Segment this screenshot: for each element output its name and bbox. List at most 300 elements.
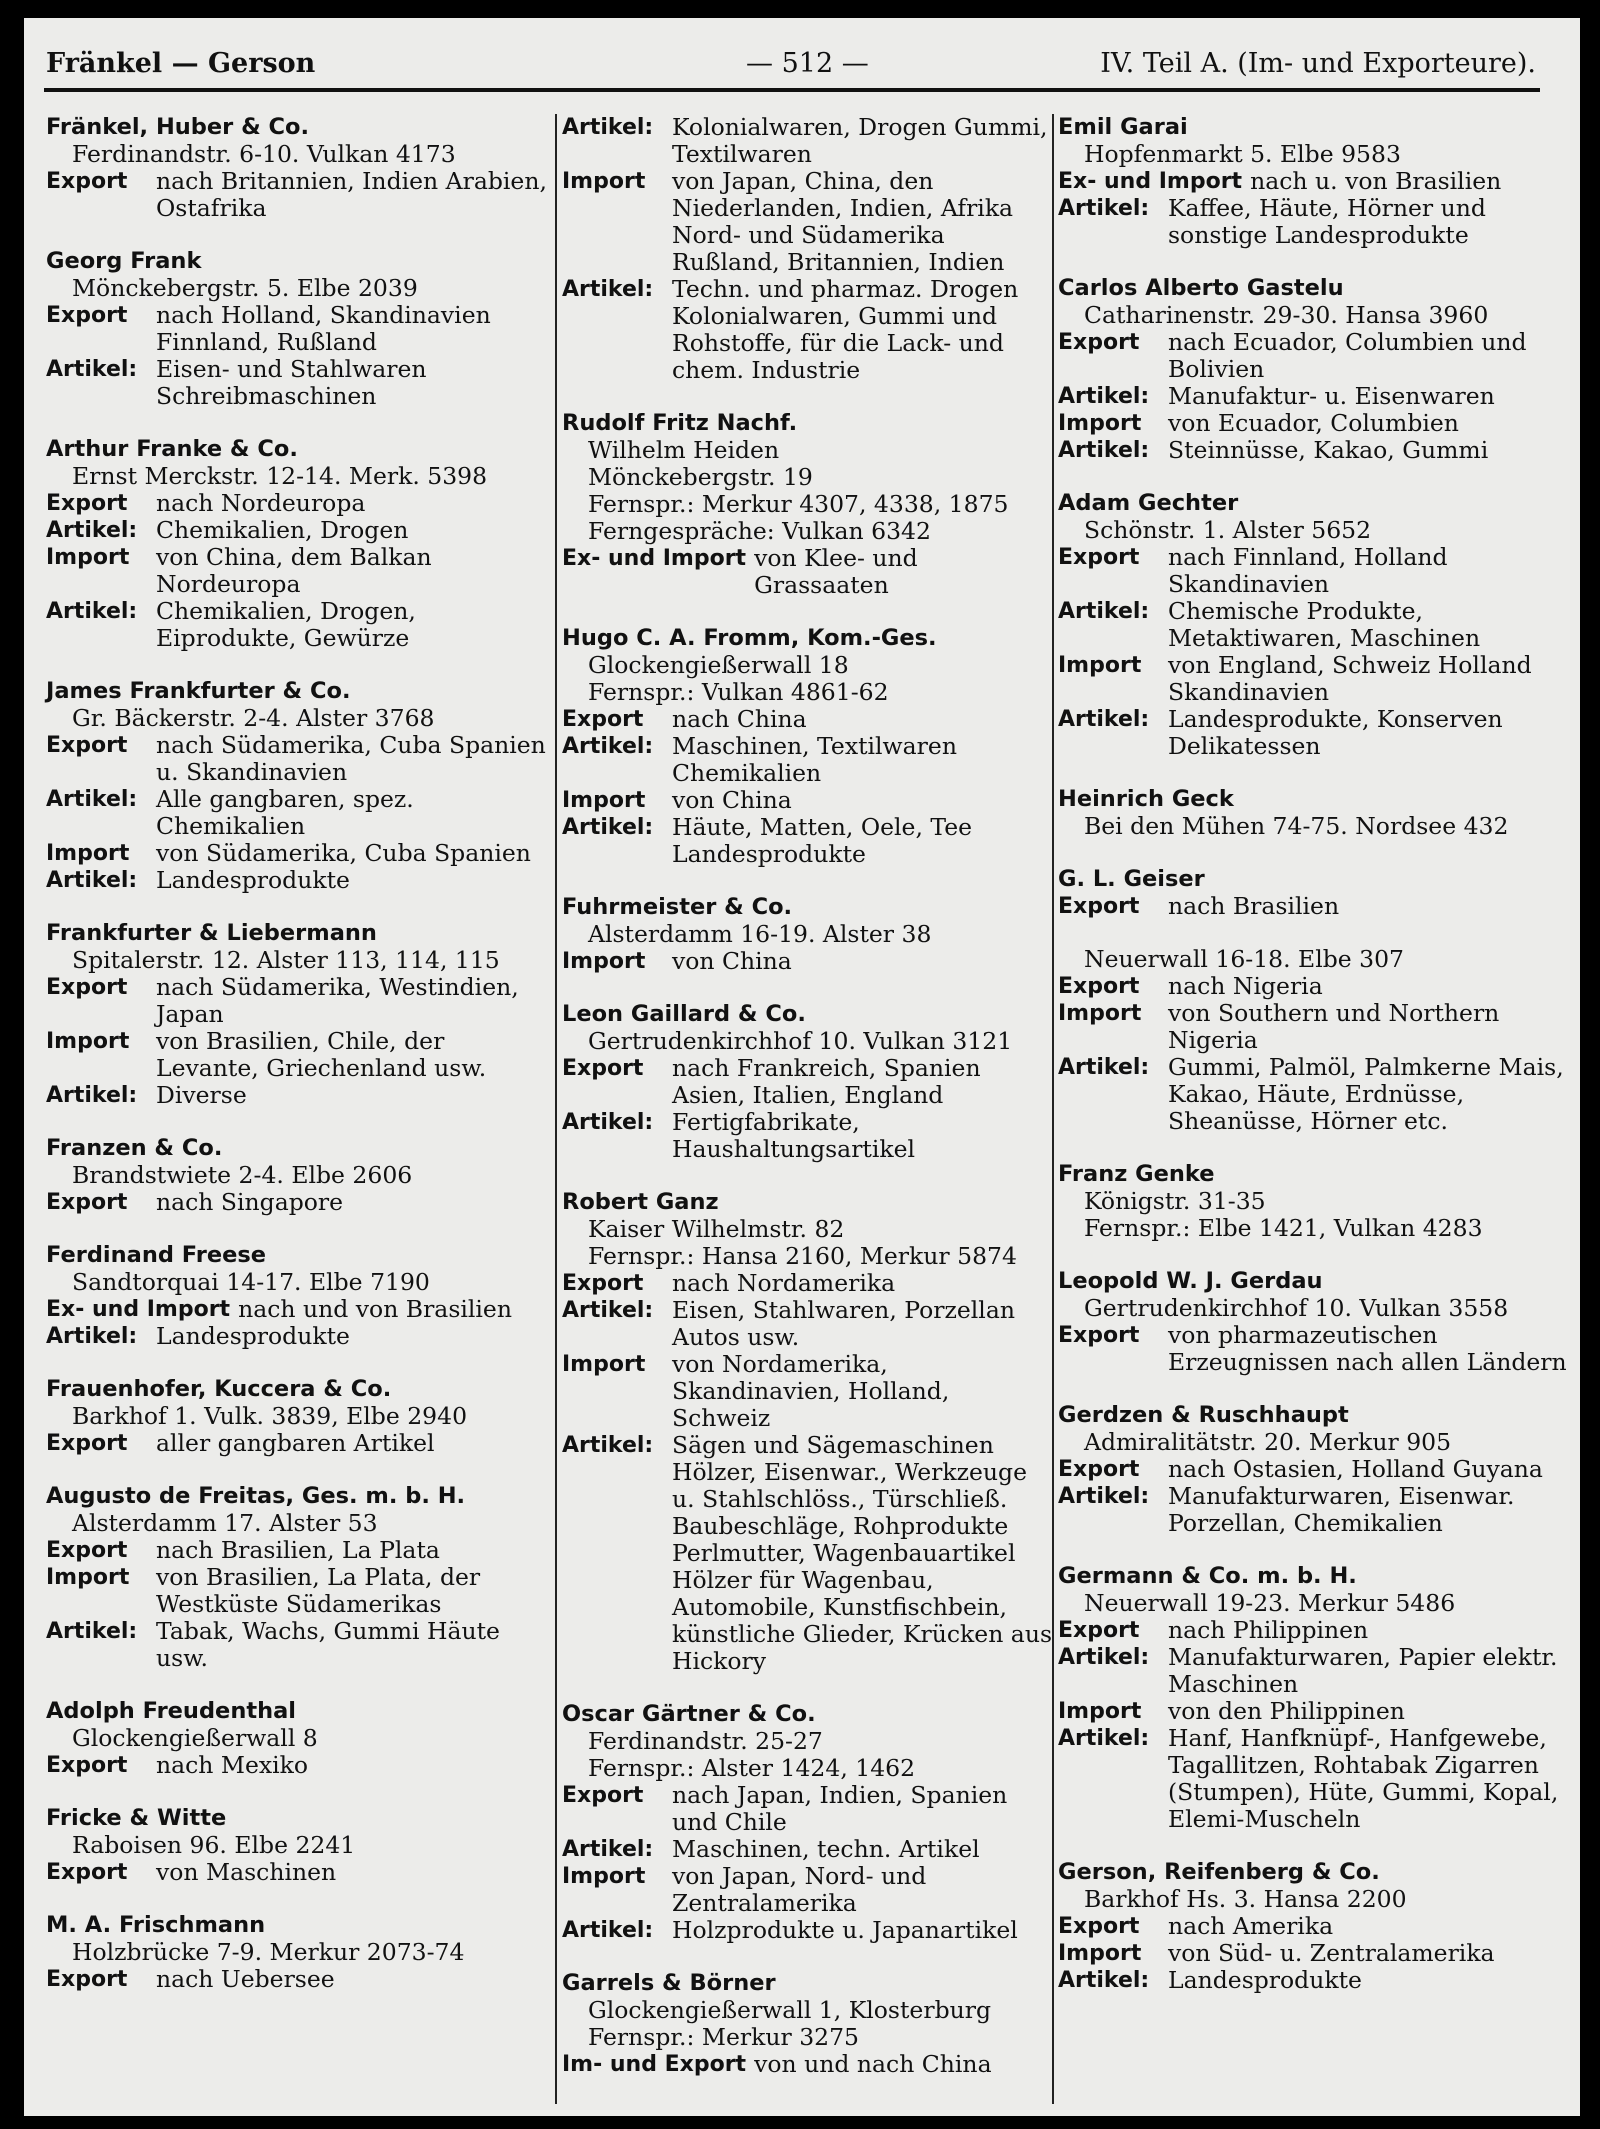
company-name: Heinrich Geck (1058, 786, 1234, 812)
trade-value: nach Finnland, Holland Skandinavien (1168, 543, 1448, 598)
trade-row (562, 1863, 1055, 1917)
trade-row (46, 1189, 551, 1216)
address-line: Holzbrücke 7-9. Merkur 2073-74 (72, 1938, 465, 1966)
trade-value: nach Holland, Skandinavien Finnland, Rußland (156, 301, 491, 356)
trade-row (562, 1109, 1055, 1163)
trade-label: Import (1058, 1001, 1142, 1026)
address-line: Brandstwiete 2-4. Elbe 2606 (72, 1161, 413, 1189)
trade-row (46, 302, 551, 356)
directory-entry (1058, 1859, 1568, 1994)
trade-row (562, 1836, 1055, 1863)
trade-row (1058, 544, 1568, 598)
trade-label: Artikel: (1058, 599, 1150, 624)
trade-value: Landesprodukte (156, 1322, 350, 1350)
directory-entry (1058, 1268, 1568, 1376)
trade-value: Chemikalien, Drogen (156, 516, 409, 544)
trade-row (1058, 329, 1568, 383)
address-line: Fernspr.: Elbe 1421, Vulkan 4283 (1084, 1214, 1483, 1242)
trade-row (562, 276, 1055, 384)
directory-entry (46, 436, 551, 652)
trade-value: Landesprodukte (156, 866, 350, 894)
trade-label: Export (1058, 330, 1140, 355)
directory-entry (562, 894, 1055, 975)
trade-label: Export (562, 1056, 644, 1081)
directory-entry (46, 920, 551, 1109)
trade-value: von Brasilien, Chile, der Levante, Griechenland usw. (156, 1027, 487, 1082)
address-line: Ferngespräche: Vulkan 6342 (588, 517, 931, 545)
trade-value: von den Philippinen (1168, 1697, 1405, 1725)
directory-entry (1058, 786, 1568, 840)
address-line: Mönckebergstr. 5. Elbe 2039 (72, 274, 418, 302)
trade-value: Kaffee, Häute, Hörner und sonstige Landesprodukte (1168, 194, 1486, 249)
address-line: Bei den Mühen 74-75. Nordsee 432 (1084, 812, 1509, 840)
company-name: Fuhrmeister & Co. (562, 894, 793, 920)
trade-value: aller gangbaren Artikel (156, 1429, 435, 1457)
trade-value: von China (672, 786, 792, 814)
trade-row (1058, 598, 1568, 652)
company-name: Franz Genke (1058, 1161, 1215, 1187)
trade-value: nach u. von Brasilien (1250, 167, 1502, 195)
trade-row (1058, 706, 1568, 760)
company-name: M. A. Frischmann (46, 1912, 266, 1938)
directory-entry (46, 1698, 551, 1779)
trade-value: von Japan, Nord- und Zentralamerika (672, 1862, 927, 1917)
trade-label: Import (46, 1565, 130, 1590)
trade-row (1058, 1725, 1568, 1833)
trade-label: Export (46, 1190, 128, 1215)
trade-label: Export (46, 733, 128, 758)
directory-entry (46, 114, 551, 222)
column-divider (1052, 114, 1054, 2104)
trade-value: Manufaktur- u. Eisenwaren (1168, 382, 1495, 410)
trade-label: Export (1058, 1323, 1140, 1348)
trade-label: Export (46, 1753, 128, 1778)
trade-row (562, 733, 1055, 787)
trade-row (562, 1917, 1055, 1944)
address-line: Fernspr.: Merkur 3275 (588, 2023, 859, 2051)
trade-row (1058, 1644, 1568, 1698)
company-name: Franzen & Co. (46, 1135, 223, 1161)
trade-value: nach Uebersee (156, 1965, 335, 1993)
trade-label: Import (46, 545, 130, 570)
address-line: Sandtorquai 14-17. Elbe 7190 (72, 1268, 430, 1296)
company-name: Garrels & Börner (562, 1970, 776, 1996)
trade-row (46, 1082, 551, 1109)
trade-value: Kolonialwaren, Drogen Gummi, Textilwaren (672, 113, 1048, 168)
trade-row (1058, 973, 1568, 1000)
address-line: Glockengießerwall 1, Klosterburg (588, 1996, 992, 2024)
address-line: Raboisen 96. Elbe 2241 (72, 1831, 356, 1859)
trade-label: Artikel: (1058, 438, 1150, 463)
address-line: Fernspr.: Merkur 4307, 4338, 1875 (588, 490, 1009, 518)
directory-entry (562, 1001, 1055, 1163)
company-name: Fränkel, Huber & Co. (46, 114, 310, 140)
trade-value: Tabak, Wachs, Gummi Häute usw. (156, 1617, 500, 1672)
trade-row (562, 1297, 1055, 1351)
directory-entry (562, 1701, 1055, 1944)
trade-label: Artikel: (46, 1083, 138, 1108)
trade-row (1058, 1967, 1568, 1994)
trade-row (46, 1430, 551, 1457)
trade-label: Import (1058, 1941, 1142, 1966)
address-line: Ferdinandstr. 25-27 (588, 1727, 823, 1755)
trade-value: Chemische Produkte, Metaktiwaren, Maschinen (1168, 597, 1481, 652)
address-line: Barkhof Hs. 3. Hansa 2200 (1084, 1885, 1407, 1913)
trade-row (1058, 168, 1568, 195)
trade-value: von Japan, China, den Niederlanden, Indien, Afrika Nord- und Südamerika Rußland, Britannien, Indien (672, 167, 1014, 276)
company-name: Arthur Franke & Co. (46, 436, 298, 462)
company-name: Gerson, Reifenberg & Co. (1058, 1859, 1380, 1885)
company-name: Frauenhofer, Kuccera & Co. (46, 1376, 392, 1402)
trade-row (562, 1351, 1055, 1432)
trade-label: Export (46, 169, 128, 194)
trade-row (46, 732, 551, 786)
address-line: Admiralitätstr. 20. Merkur 905 (1084, 1428, 1452, 1456)
trade-label: Import (562, 1352, 646, 1377)
trade-row (46, 490, 551, 517)
address-line: Fernspr.: Hansa 2160, Merkur 5874 (588, 1242, 1017, 1270)
address-line: Alsterdamm 16-19. Alster 38 (588, 920, 932, 948)
trade-label: Export (562, 1271, 644, 1296)
directory-entry (46, 1912, 551, 1993)
trade-row (562, 1432, 1055, 1675)
directory-entry (46, 1483, 551, 1672)
trade-label: Ex- und Import (1058, 169, 1243, 194)
trade-label: Import (562, 788, 646, 813)
trade-value: nach Südamerika, Cuba Spanien u. Skandinavien (156, 731, 546, 786)
trade-row (46, 1752, 551, 1779)
trade-row (1058, 652, 1568, 706)
trade-label: Ex- und Import (562, 546, 747, 571)
trade-label: Artikel: (562, 815, 654, 840)
trade-value: nach Mexiko (156, 1751, 309, 1779)
company-name: Ferdinand Freese (46, 1242, 266, 1268)
address-line: Neuerwall 16-18. Elbe 307 (1084, 945, 1405, 973)
address-line: Gertrudenkirchhof 10. Vulkan 3558 (1084, 1294, 1509, 1322)
directory-entry (1058, 866, 1568, 920)
address-line: Hopfenmarkt 5. Elbe 9583 (1084, 140, 1401, 168)
trade-row (46, 1966, 551, 1993)
trade-value: Alle gangbaren, spez. Chemikalien (156, 785, 414, 840)
trade-row (1058, 383, 1568, 410)
column-1 (46, 114, 551, 2019)
trade-value: von Klee- und Grassaaten (754, 544, 918, 599)
trade-label: Export (46, 491, 128, 516)
trade-label: Artikel: (46, 787, 138, 812)
trade-row (46, 786, 551, 840)
trade-value: nach China (672, 705, 807, 733)
trade-value: von China, dem Balkan Nordeuropa (156, 543, 432, 598)
trade-label: Artikel: (562, 1298, 654, 1323)
trade-value: nach Philippinen (1168, 1616, 1369, 1644)
address-line: Königstr. 31-35 (1084, 1187, 1266, 1215)
column-divider (555, 114, 557, 2104)
trade-row (1058, 1322, 1568, 1376)
trade-label: Artikel: (46, 1324, 138, 1349)
trade-label: Import (562, 949, 646, 974)
trade-value: Hanf, Hanfknüpf-, Hanfgewebe, Tagallitzen, Rohtabak Zigarren (Stumpen), Hüte, Gummi, Kopal, Elemi-Muscheln (1168, 1724, 1559, 1833)
trade-row (562, 545, 1055, 599)
trade-value: Fertigfabrikate, Haushaltungsartikel (672, 1108, 916, 1163)
trade-value: von pharmazeutischen Erzeugnissen nach allen Ländern (1168, 1321, 1567, 1376)
trade-label: Artikel: (1058, 1484, 1150, 1509)
address-line: Ferdinandstr. 6-10. Vulkan 4173 (72, 140, 456, 168)
trade-value: von China (672, 947, 792, 975)
trade-value: nach Ecuador, Columbien und Bolivien (1168, 328, 1527, 383)
trade-value: nach Nordamerika (672, 1269, 896, 1297)
header-rule (44, 88, 1540, 92)
trade-row (46, 544, 551, 598)
trade-row (46, 1323, 551, 1350)
directory-entry (46, 1135, 551, 1216)
trade-value: von Southern und Northern Nigeria (1168, 999, 1500, 1054)
trade-label: Export (46, 1860, 128, 1885)
trade-label: Export (1058, 1618, 1140, 1643)
trade-row (1058, 1698, 1568, 1725)
company-name: Frankfurter & Liebermann (46, 920, 377, 946)
trade-value: Chemikalien, Drogen, Eiprodukte, Gewürze (156, 597, 416, 652)
trade-label: Artikel: (562, 1918, 654, 1943)
trade-value: Holzprodukte u. Japanartikel (672, 1916, 1018, 1944)
company-name: Gerdzen & Ruschhaupt (1058, 1402, 1349, 1428)
trade-label: Artikel: (562, 1110, 654, 1135)
trade-value: von England, Schweiz Holland Skandinavien (1168, 651, 1532, 706)
company-name: Hugo C. A. Fromm, Kom.-Ges. (562, 625, 937, 651)
company-name: Adolph Freudenthal (46, 1698, 297, 1724)
trade-row (1058, 195, 1568, 249)
trade-label: Export (562, 707, 644, 732)
address-line: Neuerwall 19-23. Merkur 5486 (1084, 1589, 1456, 1617)
trade-label: Artikel: (46, 1619, 138, 1644)
trade-label: Import (562, 1864, 646, 1889)
trade-row (1058, 1000, 1568, 1054)
trade-value: Manufakturwaren, Papier elektr. Maschinen (1168, 1643, 1558, 1698)
trade-value: nach Brasilien, La Plata (156, 1536, 440, 1564)
company-name: Adam Gechter (1058, 490, 1239, 516)
address-line: Glockengießerwall 8 (72, 1724, 318, 1752)
trade-value: nach Ostasien, Holland Guyana (1168, 1455, 1543, 1483)
address-line: Schönstr. 1. Alster 5652 (1084, 516, 1372, 544)
trade-value: von Ecuador, Columbien (1168, 409, 1459, 437)
directory-entry (562, 1970, 1055, 2078)
directory-entry (562, 114, 1055, 384)
trade-row (562, 948, 1055, 975)
trade-value: Gummi, Palmöl, Palmkerne Mais, Kakao, Häute, Erdnüsse, Sheanüsse, Hörner etc. (1168, 1053, 1564, 1135)
directory-entry (1058, 114, 1568, 249)
trade-value: Landesprodukte (1168, 1966, 1362, 1994)
trade-row (1058, 1617, 1568, 1644)
trade-label: Export (1058, 1914, 1140, 1939)
trade-label: Export (46, 303, 128, 328)
directory-entry (46, 1242, 551, 1350)
trade-row (46, 356, 551, 410)
trade-row (562, 1055, 1055, 1109)
address-line: Fernspr.: Alster 1424, 1462 (588, 1754, 916, 1782)
trade-row (1058, 437, 1568, 464)
trade-row (46, 598, 551, 652)
directory-entry (1058, 275, 1568, 464)
directory-entry (46, 1376, 551, 1457)
company-name: Germann & Co. m. b. H. (1058, 1563, 1357, 1589)
company-name: James Frankfurter & Co. (46, 678, 351, 704)
address-line: Glockengießerwall 18 (588, 651, 849, 679)
trade-row (46, 1859, 551, 1886)
address-line: Gr. Bäckerstr. 2-4. Alster 3768 (72, 704, 435, 732)
trade-label: Artikel: (562, 277, 654, 302)
trade-label: Export (1058, 1457, 1140, 1482)
page-header (46, 44, 1536, 88)
trade-row (562, 787, 1055, 814)
trade-value: nach Nigeria (1168, 972, 1323, 1000)
trade-value: von Süd- u. Zentralamerika (1168, 1939, 1495, 1967)
directory-entry (46, 678, 551, 894)
address-line: Catharinenstr. 29-30. Hansa 3960 (1084, 301, 1489, 329)
trade-row (1058, 1913, 1568, 1940)
trade-value: Manufakturwaren, Eisenwar. Porzellan, Chemikalien (1168, 1482, 1515, 1537)
trade-value: von Maschinen (156, 1858, 337, 1886)
trade-label: Ex- und Import (46, 1297, 231, 1322)
address-line: Alsterdamm 17. Alster 53 (72, 1509, 378, 1537)
trade-row (1058, 1483, 1568, 1537)
address-line: Mönckebergstr. 19 (588, 463, 813, 491)
trade-row (46, 1537, 551, 1564)
trade-value: nach Nordeuropa (156, 489, 366, 517)
column-2 (562, 114, 1055, 2104)
trade-row (562, 814, 1055, 868)
trade-row (1058, 1054, 1568, 1135)
trade-label: Artikel: (562, 734, 654, 759)
trade-label: Export (562, 1783, 644, 1808)
trade-value: Diverse (156, 1081, 247, 1109)
trade-value: nach Amerika (1168, 1912, 1334, 1940)
company-name: Fricke & Witte (46, 1805, 227, 1831)
directory-entry (1058, 1563, 1568, 1833)
trade-row (46, 840, 551, 867)
trade-value: Maschinen, techn. Artikel (672, 1835, 980, 1863)
directory-entry (46, 1805, 551, 1886)
company-name: Robert Ganz (562, 1189, 719, 1215)
directory-entry (1058, 490, 1568, 760)
section-title: IV. Teil A. (Im- und Exporteure). (1100, 48, 1536, 79)
trade-label: Artikel: (46, 599, 138, 624)
trade-label: Export (1058, 545, 1140, 570)
trade-row (562, 706, 1055, 733)
trade-value: nach Japan, Indien, Spanien und Chile (672, 1781, 1008, 1836)
trade-row (1058, 893, 1568, 920)
directory-entry (1058, 1161, 1568, 1242)
trade-label: Artikel: (46, 868, 138, 893)
directory-page (24, 18, 1580, 2116)
address-line: Wilhelm Heiden (588, 436, 780, 464)
directory-entry (46, 248, 551, 410)
address-line: Ernst Merckstr. 12-14. Merk. 5398 (72, 462, 488, 490)
trade-label: Artikel: (1058, 1726, 1150, 1751)
trade-label: Artikel: (46, 357, 138, 382)
trade-value: nach Singapore (156, 1188, 344, 1216)
address-line: Barkhof 1. Vulk. 3839, Elbe 2940 (72, 1402, 468, 1430)
address-line: Spitalerstr. 12. Alster 113, 114, 115 (72, 946, 500, 974)
trade-value: Eisen- und Stahlwaren Schreibmaschinen (156, 355, 427, 410)
trade-value: nach Frankreich, Spanien Asien, Italien, England (672, 1054, 981, 1109)
trade-label: Artikel: (1058, 707, 1150, 732)
trade-label: Export (46, 1967, 128, 1992)
trade-value: Häute, Matten, Oele, Tee Landesprodukte (672, 813, 973, 868)
company-name: Carlos Alberto Gastelu (1058, 275, 1344, 301)
directory-entry (562, 1189, 1055, 1675)
trade-label: Artikel: (562, 1433, 654, 1458)
trade-label: Export (46, 1431, 128, 1456)
company-name: Leon Gaillard & Co. (562, 1001, 806, 1027)
trade-value: Techn. und pharmaz. Drogen Kolonialwaren, Gummi und Rohstoffe, für die Lack- und chem. Industrie (672, 275, 1019, 384)
trade-row (46, 517, 551, 544)
trade-row (46, 867, 551, 894)
trade-label: Artikel: (562, 115, 654, 140)
trade-value: nach Brasilien (1168, 892, 1340, 920)
trade-value: Maschinen, Textilwaren Chemikalien (672, 732, 957, 787)
trade-value: nach Britannien, Indien Arabien, Ostafrika (156, 167, 547, 222)
trade-value: Landesprodukte, Konserven Delikatessen (1168, 705, 1503, 760)
trade-label: Artikel: (562, 1837, 654, 1862)
company-name: Emil Garai (1058, 114, 1188, 140)
trade-label: Artikel: (1058, 1645, 1150, 1670)
trade-row (46, 1618, 551, 1672)
trade-row (562, 1782, 1055, 1836)
directory-entry (562, 625, 1055, 868)
company-name: Leopold W. J. Gerdau (1058, 1268, 1323, 1294)
trade-value: Sägen und Sägemaschinen Hölzer, Eisenwar., Werkzeuge u. Stahlschlöss., Türschließ. Baubeschläge, Rohprodukte Perlmutter, Wagenbauartikel Hölzer für Wagenbau, Automobile, Kunstfischbein, künstliche Glieder, Krücken aus Hickory (672, 1431, 1053, 1675)
trade-label: Import (46, 841, 130, 866)
address-line: Fernspr.: Vulkan 4861-62 (588, 678, 889, 706)
trade-row (562, 168, 1055, 276)
trade-label: Export (1058, 974, 1140, 999)
company-name: Oscar Gärtner & Co. (562, 1701, 816, 1727)
address-line: Kaiser Wilhelmstr. 82 (588, 1215, 845, 1243)
trade-label: Import (1058, 653, 1142, 678)
trade-value: von Nordamerika, Skandinavien, Holland, Schweiz (672, 1350, 950, 1432)
trade-row (46, 1296, 551, 1323)
directory-entry (1058, 1402, 1568, 1537)
trade-label: Im- und Export (562, 2052, 747, 2077)
trade-label: Artikel: (1058, 384, 1150, 409)
trade-value: von Brasilien, La Plata, der Westküste Südamerikas (156, 1563, 481, 1618)
trade-value: nach Südamerika, Westindien, Japan (156, 973, 519, 1028)
company-name: Rudolf Fritz Nachf. (562, 410, 798, 436)
trade-row (562, 1270, 1055, 1297)
trade-label: Artikel: (1058, 1968, 1150, 1993)
trade-label: Artikel: (1058, 196, 1150, 221)
column-3 (1058, 114, 1568, 2020)
trade-row (46, 1564, 551, 1618)
trade-row (562, 114, 1055, 168)
trade-row (46, 1028, 551, 1082)
trade-label: Artikel: (1058, 1055, 1150, 1080)
trade-label: Export (1058, 894, 1140, 919)
directory-entry (562, 410, 1055, 599)
trade-label: Import (1058, 411, 1142, 436)
trade-value: Eisen, Stahlwaren, Porzellan Autos usw. (672, 1296, 1015, 1351)
trade-label: Import (1058, 1699, 1142, 1724)
company-name: Augusto de Freitas, Ges. m. b. H. (46, 1483, 466, 1509)
trade-row (1058, 410, 1568, 437)
trade-value: nach und von Brasilien (238, 1295, 512, 1323)
page-number: — 512 — (746, 48, 869, 79)
trade-row (46, 168, 551, 222)
directory-entry (1058, 946, 1568, 1135)
company-name: G. L. Geiser (1058, 866, 1205, 892)
trade-label: Export (46, 1538, 128, 1563)
trade-value: von Südamerika, Cuba Spanien (156, 839, 531, 867)
header-range: Fränkel — Gerson (46, 48, 316, 79)
